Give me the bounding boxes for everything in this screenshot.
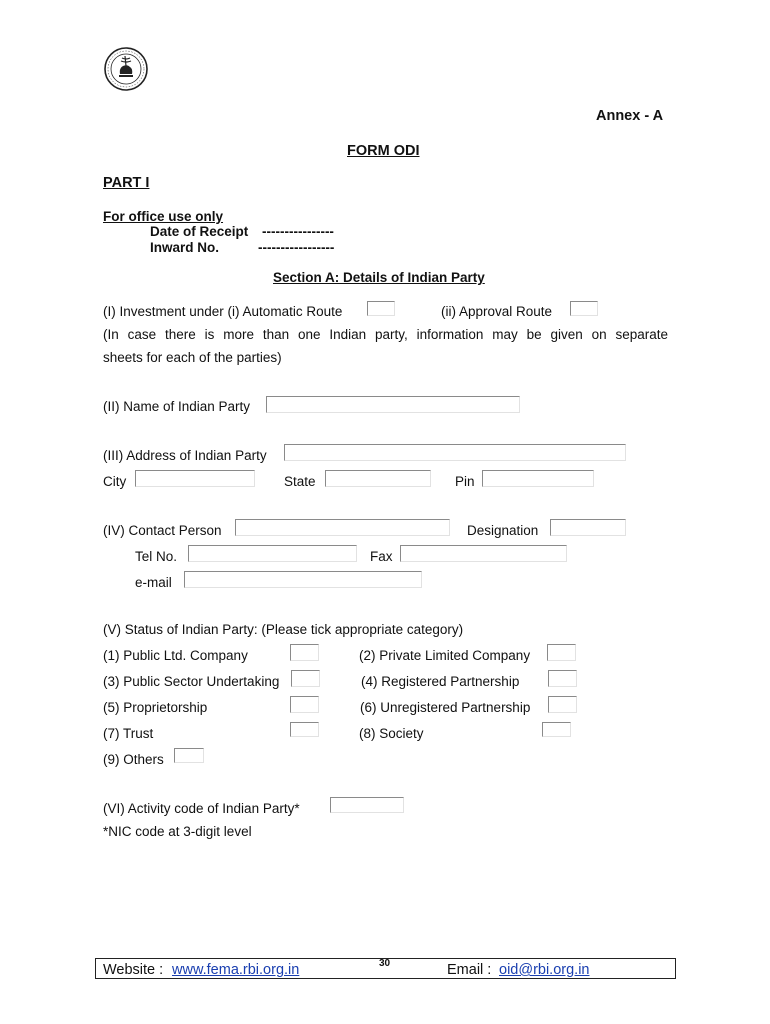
office-use-title: For office use only xyxy=(103,209,224,224)
society-checkbox[interactable] xyxy=(542,722,571,737)
trust-checkbox[interactable] xyxy=(290,722,319,737)
annex-label: Annex - A xyxy=(596,108,664,124)
nic-code-note: *NIC code at 3-digit level xyxy=(103,824,252,839)
pin-label: Pin xyxy=(455,474,475,489)
status-option-label: (8) Society xyxy=(359,726,424,741)
page-number: 30 xyxy=(379,958,391,969)
registered-partnership-checkbox[interactable] xyxy=(548,670,577,687)
private-limited-company-checkbox[interactable] xyxy=(547,644,576,661)
contact-person-label: (IV) Contact Person xyxy=(103,523,222,538)
website-label: Website : xyxy=(103,962,164,978)
tel-no-field[interactable] xyxy=(188,545,357,562)
date-of-receipt-label: Date of Receipt xyxy=(150,224,249,239)
date-of-receipt-dashes: ---------------- xyxy=(262,224,334,239)
public-sector-undertaking-checkbox[interactable] xyxy=(291,670,320,687)
automatic-route-label: (I) Investment under (i) Automatic Route xyxy=(103,304,343,319)
fax-label: Fax xyxy=(370,549,393,564)
status-option-label: (5) Proprietorship xyxy=(103,700,208,715)
name-of-indian-party-label: (II) Name of Indian Party xyxy=(103,399,251,414)
name-of-indian-party-field[interactable] xyxy=(266,396,520,413)
note-line-1: (In case there is more than one Indian party, information may be given on separate xyxy=(103,327,668,342)
status-option-label: (9) Others xyxy=(103,752,164,767)
form-title: FORM ODI xyxy=(347,143,420,159)
website-link[interactable]: www.fema.rbi.org.in xyxy=(172,962,300,978)
part-title: PART I xyxy=(103,175,150,191)
inward-no-dashes: ----------------- xyxy=(258,240,335,255)
email-link[interactable]: oid@rbi.org.in xyxy=(499,962,590,978)
activity-code-label: (VI) Activity code of Indian Party* xyxy=(103,801,300,816)
address-field[interactable] xyxy=(284,444,626,461)
status-option-label: (6) Unregistered Partnership xyxy=(360,700,531,715)
contact-person-field[interactable] xyxy=(235,519,450,536)
others-checkbox[interactable] xyxy=(174,748,204,763)
approval-route-label: (ii) Approval Route xyxy=(441,304,553,319)
note-line-2: sheets for each of the parties) xyxy=(103,350,282,365)
section-a-title: Section A: Details of Indian Party xyxy=(273,270,485,285)
status-option-label: (4) Registered Partnership xyxy=(361,674,520,689)
approval-route-checkbox[interactable] xyxy=(570,301,598,316)
designation-field[interactable] xyxy=(550,519,626,536)
activity-code-field[interactable] xyxy=(330,797,404,813)
rbi-seal-logo-icon xyxy=(103,46,149,92)
tel-no-label: Tel No. xyxy=(135,549,178,564)
status-option-label: (2) Private Limited Company xyxy=(359,648,531,663)
state-field[interactable] xyxy=(325,470,431,487)
fax-field[interactable] xyxy=(400,545,567,562)
automatic-route-checkbox[interactable] xyxy=(367,301,395,316)
inward-no-label: Inward No. xyxy=(150,240,220,255)
pin-field[interactable] xyxy=(482,470,594,487)
state-label: State xyxy=(284,474,316,489)
city-field[interactable] xyxy=(135,470,255,487)
email-label: e-mail xyxy=(135,575,172,590)
email-footer-label: Email : xyxy=(447,962,492,978)
status-option-label: (3) Public Sector Undertaking xyxy=(103,674,280,689)
unregistered-partnership-checkbox[interactable] xyxy=(548,696,577,713)
city-label: City xyxy=(103,474,127,489)
status-option-label: (7) Trust xyxy=(103,726,154,741)
proprietorship-checkbox[interactable] xyxy=(290,696,319,713)
status-label: (V) Status of Indian Party: (Please tick appropriate category) xyxy=(103,622,464,637)
public-ltd-company-checkbox[interactable] xyxy=(290,644,319,661)
address-label: (III) Address of Indian Party xyxy=(103,448,267,463)
email-field[interactable] xyxy=(184,571,422,588)
status-option-label: (1) Public Ltd. Company xyxy=(103,648,248,663)
designation-label: Designation xyxy=(467,523,539,538)
